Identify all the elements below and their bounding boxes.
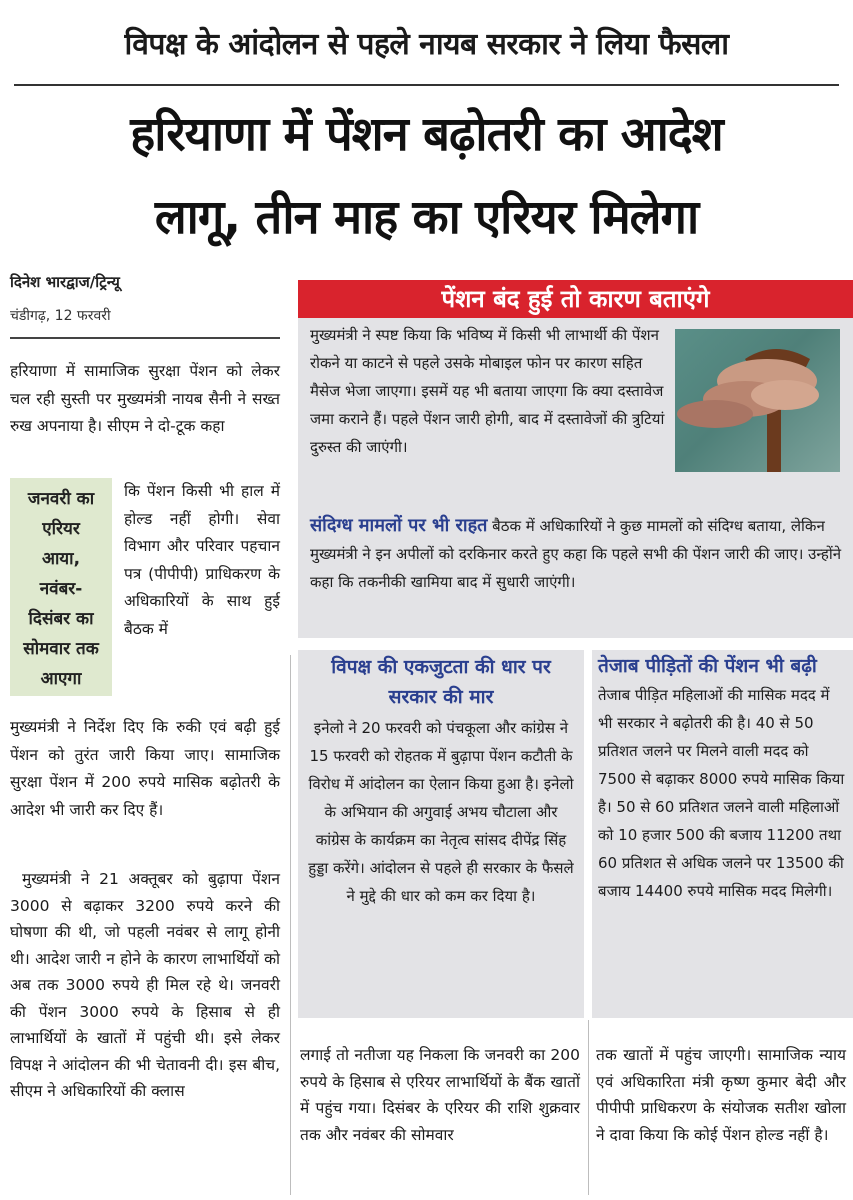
pension-box-subhead: संदिग्ध मामलों पर भी राहत: [310, 515, 488, 536]
pension-box-sub: [310, 512, 844, 596]
main-story-para1-bottom: मुख्यमंत्री ने निर्देश दिए कि रुकी एवं बढ़ी हुई पेंशन को तुरंत जारी किया जाए। सामाजिक सुरक्षा पेंशन में 200 रुपये मासिक बढ़ोतरी के आदेश भी जारी कर दिए हैं।: [10, 718, 280, 819]
pull-quote: [10, 478, 112, 696]
main-story-para2: मुख्यमंत्री ने 21 अक्तूबर को बुढ़ापा पेंशन 3000 से बढ़ाकर 3200 रुपये करने की घोषणा की थी, जो पहली नवंबर से लागू होनी थी। आदेश जारी न होने के कारण लाभार्थियों को अब तक 3000 रुपये ही मिल रहे थे। जनवरी की पेंशन 3000 रुपये के हिसाब से ही लाभार्थियों के खातों में पहुंची थी। इसे लेकर विपक्ष ने आंदोलन की भी चेतावनी दी। इस बीच, सीएम ने अधिकारियों की क्लास: [10, 870, 280, 1100]
opposition-box-title: विपक्ष की एकजुटता की धार पर सरकार की मार: [331, 656, 551, 708]
top-rule: [14, 84, 839, 86]
acid-victims-box-text: तेजाब पीड़ित महिलाओं की मासिक मदद में भी सरकार ने बढ़ोतरी की है। 40 से 50 प्रतिशत जलने पर मिलने वाली मदद को 7500 से बढ़ाकर 8000 रुपये मासिक किया है। 50 से 60 प्रतिशत जलने वाली महिलाओं को 10 हजार 500 की बजाय 11200 तथा 60 प्रतिशत से अधिक जलने पर 13500 की बजाय 14400 रुपये मासिक मदद मिलेगी।: [598, 686, 845, 900]
elderly-hands-cane-photo: [675, 329, 840, 472]
pull-quote-line: दिसंबर का: [28, 609, 94, 629]
column-divider: [588, 1020, 589, 1195]
headline-line-1: हरियाणा में पेंशन बढ़ोतरी का आदेश: [130, 107, 723, 162]
elderly-hands-icon: [675, 329, 840, 472]
pension-box-title: पेंशन बंद हुई तो कारण बताएंगे: [298, 280, 853, 318]
pull-quote-line: आएगा: [40, 669, 82, 689]
pull-quote-line: नवंबर-: [39, 579, 83, 599]
headline-line-2: लागू, तीन माह का एरियर मिलेगा: [154, 190, 699, 245]
continued-text-right: तक खातों में पहुंच जाएगी। सामाजिक न्याय एवं अधिकारिता मंत्री कृष्ण कुमार बेदी और पीपीपी प्राधिकरण के संयोजक सतीश खोला ने दावा किया कि कोई पेंशन होल्ड नहीं है।: [596, 1046, 846, 1144]
acid-victims-box-body: [598, 652, 848, 905]
column-divider: [290, 655, 291, 1195]
kicker-headline: विपक्ष के आंदोलन से पहले नायब सरकार ने लिया फैसला: [124, 27, 729, 62]
pull-quote-line: आया,: [41, 549, 81, 569]
pull-quote-line: सोमवार तक: [23, 639, 99, 659]
continued-text-middle: लगाई तो नतीजा यह निकला कि जनवरी का 200 रुपये के हिसाब से एरियर लाभार्थियों के बैंक खातों में पहुंच गया। दिसंबर के एरियर की राशि शुक्रवार तक और नवंबर की सोमवार: [300, 1046, 580, 1144]
pension-box-subtext: बैठक में अधिकारियों ने कुछ मामलों को संदिग्ध बताया, लेकिन मुख्यमंत्री ने इन अपीलों को दरकिनार करते हुए कहा कि पहले सभी की पेंशन जारी की जाए। उन्होंने कहा कि तकनीकी खामिया बाद में सुधारी जाएंगी।: [310, 517, 842, 591]
dateline: चंडीगढ़, 12 फरवरी: [10, 308, 111, 324]
pull-quote-line: जनवरी का: [27, 489, 95, 509]
opposition-box-text: इनेलो ने 20 फरवरी को पंचकूला और कांग्रेस ने 15 फरवरी को रोहतक में बुढ़ापा पेंशन कटौती के विरोध में आंदोलन का ऐलान किया हुआ है। इनेलो के अभियान की अगुवाई अभय चौटाला और कांग्रेस के कार्यक्रम का नेतृत्व सांसद दीपेंद्र सिंह हुड्डा करेंगे। आंदोलन से पहले ही सरकार के फैसले ने मुद्दे की धार को कम कर दिया है।: [308, 719, 574, 905]
byline-rule: [10, 337, 280, 339]
pension-box-text: मुख्यमंत्री ने स्पष्ट किया कि भविष्य में किसी भी लाभार्थी की पेंशन रोकने या काटने से पहले उसके मोबाइल फोन पर कारण सहित मैसेज भेजा जाएगा। इसमें यह भी बताया जाएगा कि क्या दस्तावेज जमा कराने हैं। पहले पेंशन जारी होगी, बाद में दस्तावेजों की त्रुटियां दुरुस्त की जाएंगी।: [310, 326, 665, 456]
main-story-para1-wrap: कि पेंशन किसी भी हाल में होल्ड नहीं होगी। सेवा विभाग और परिवार पहचान पत्र (पीपीपी) प्राधिकरण के अधिकारियों के साथ हुई बैठक में: [124, 482, 280, 638]
main-story-para1-top: हरियाणा में सामाजिक सुरक्षा पेंशन को लेकर चल रही सुस्ती पर मुख्यमंत्री नायब सैनी ने सख्त रुख अपनाया है। सीएम ने दो-टूक कहा: [10, 362, 280, 436]
acid-victims-box-title: तेजाब पीड़ितों की पेंशन भी बढ़ी: [598, 655, 817, 677]
byline: दिनेश भारद्वाज/ट्रिन्यू: [10, 273, 120, 291]
pull-quote-line: एरियर: [42, 519, 80, 539]
